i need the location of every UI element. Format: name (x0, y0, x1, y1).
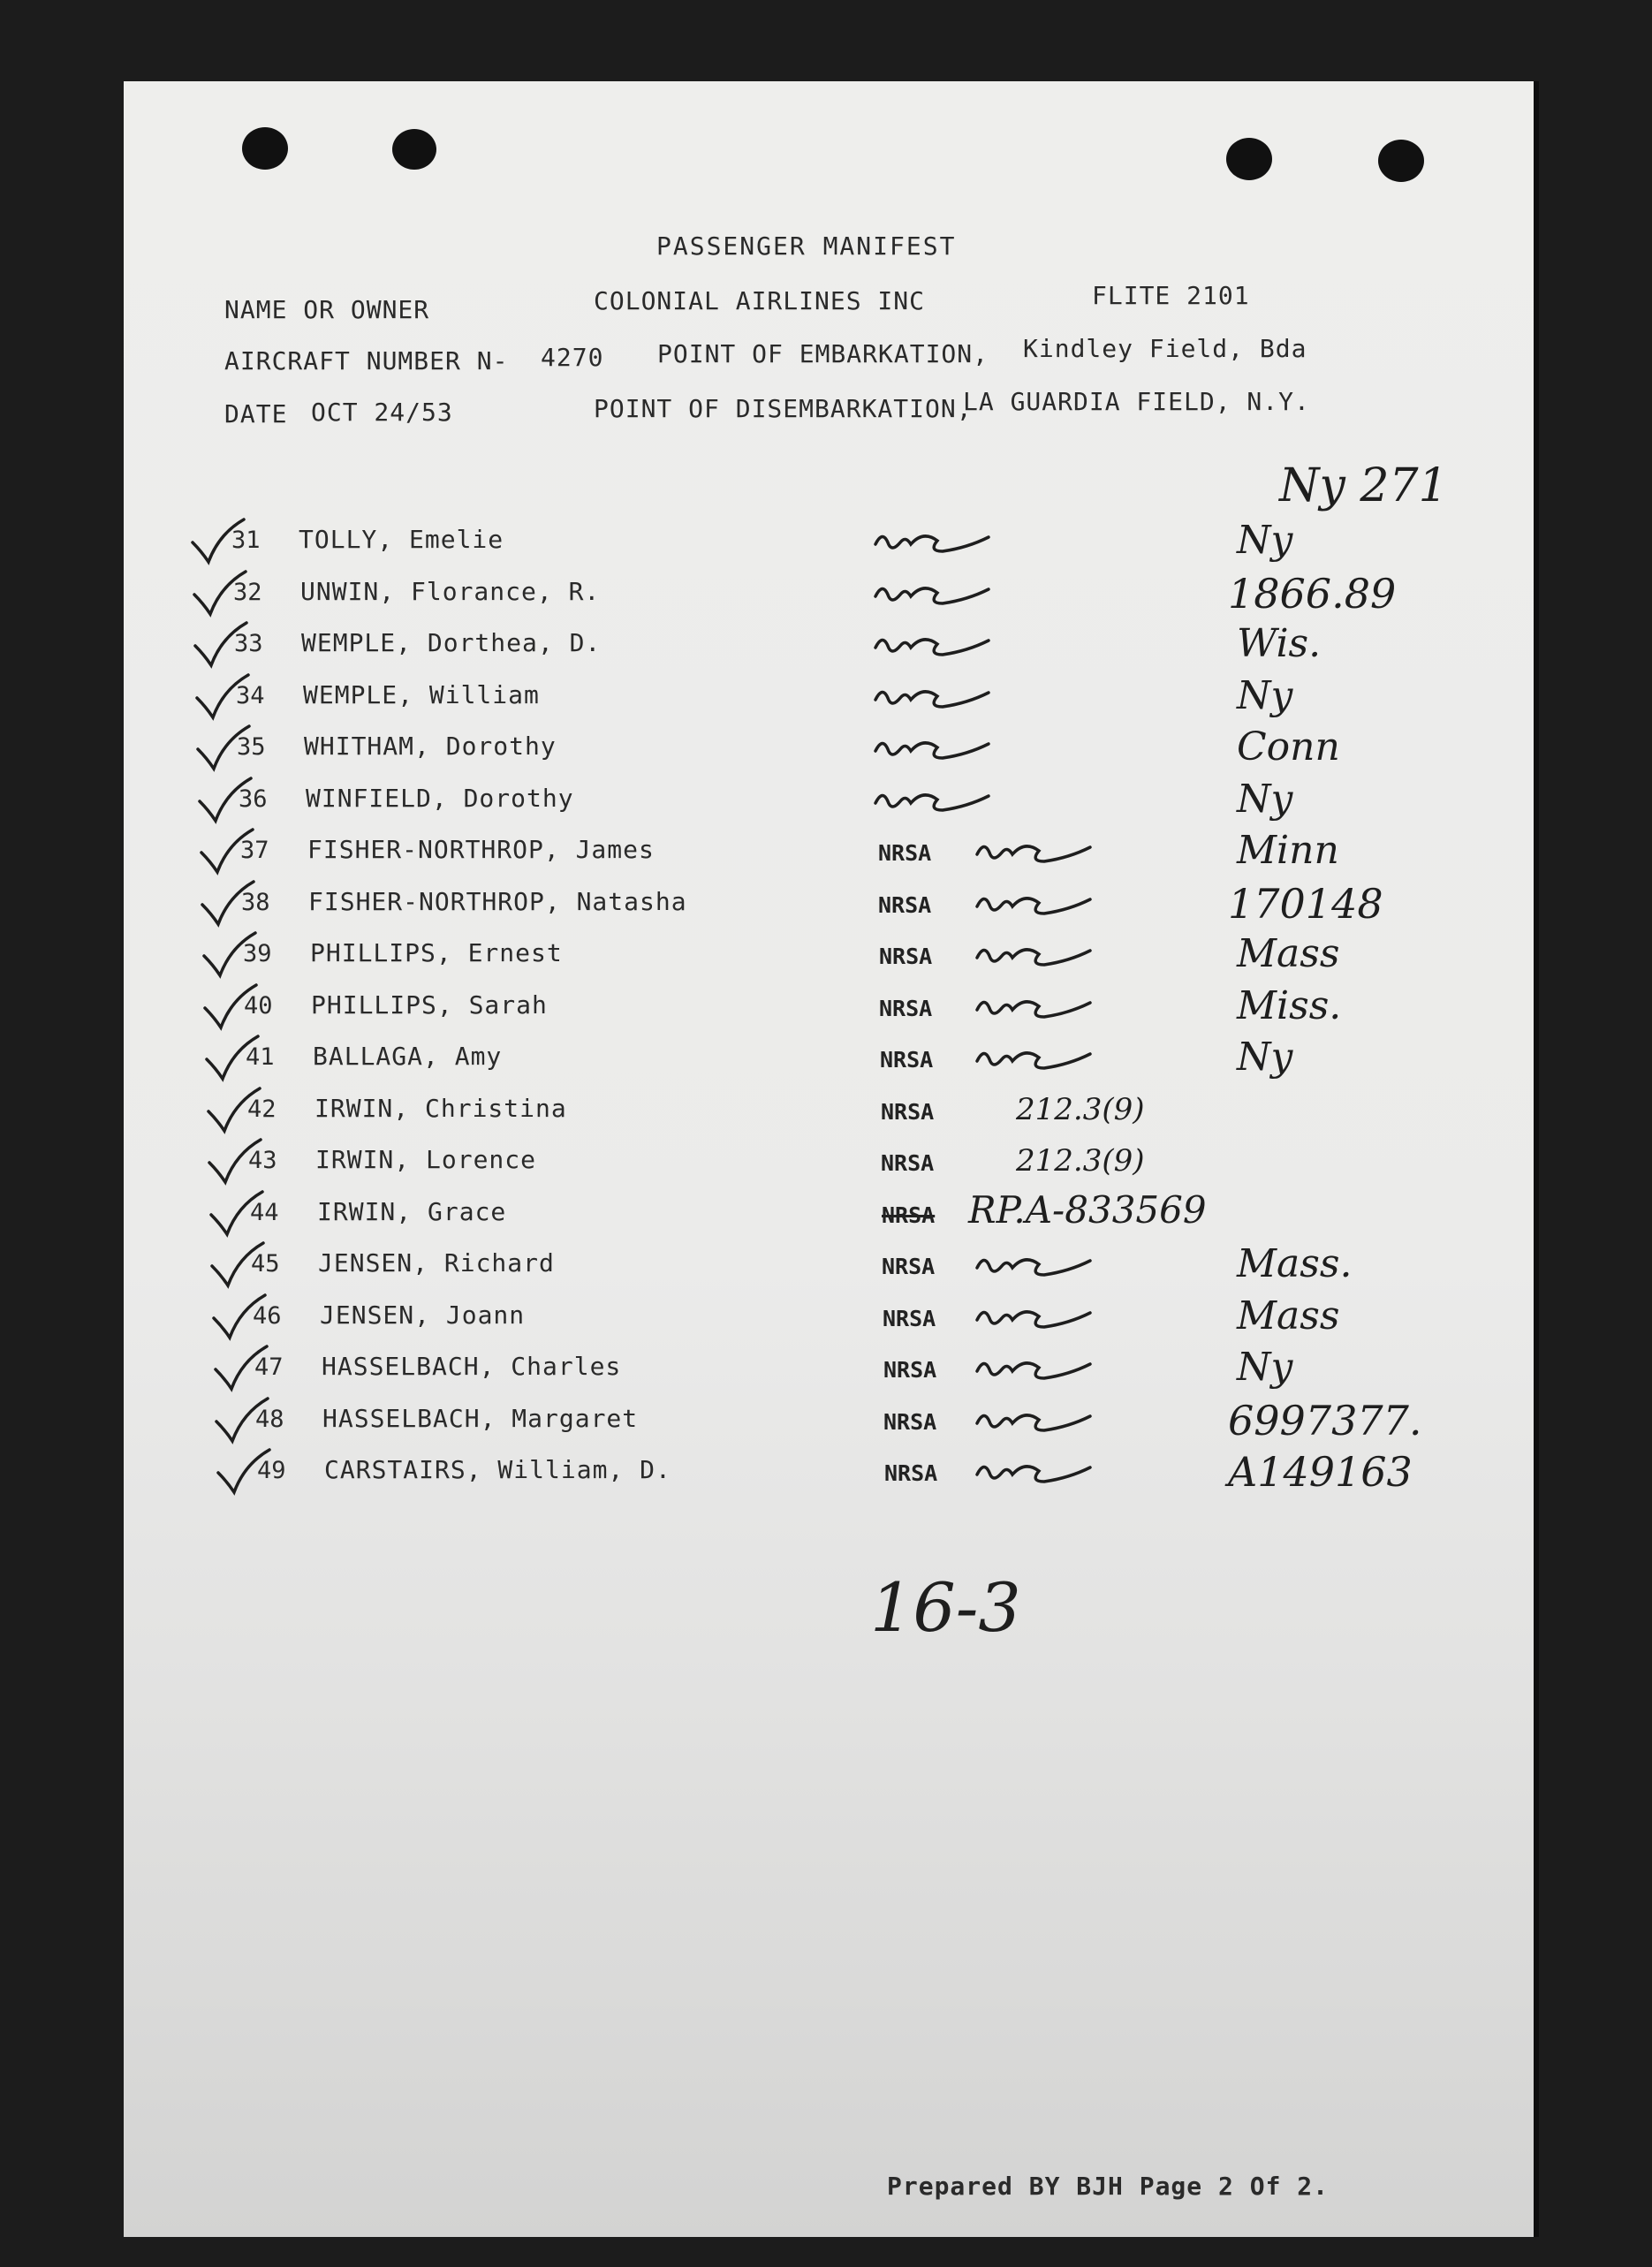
passenger-number: 34 (236, 682, 265, 709)
passenger-name: FISHER-NORTHROP, Natasha (308, 887, 687, 916)
passenger-row (0, 724, 1652, 777)
passenger-number: 48 (255, 1406, 284, 1433)
passenger-name: JENSEN, Richard (318, 1248, 555, 1278)
passenger-row (0, 1141, 1652, 1191)
passenger-row (0, 1241, 1652, 1294)
passenger-number: 32 (233, 579, 262, 606)
passenger-row (0, 1293, 1652, 1346)
passenger-row (0, 777, 1652, 830)
page-title: PASSENGER MANIFEST (656, 231, 957, 261)
handwritten-us-mark (972, 1300, 1104, 1336)
passenger-number: 35 (237, 733, 266, 761)
passenger-status: NRSA (881, 1150, 935, 1176)
handwritten-us-mark (972, 887, 1104, 922)
passenger-status: NRSA (878, 892, 932, 918)
passenger-number: 47 (254, 1353, 284, 1381)
handwritten-us-mark (972, 990, 1104, 1026)
passenger-number: 31 (231, 527, 261, 554)
handwritten-note: Conn (1237, 724, 1340, 770)
passenger-row (0, 1345, 1652, 1398)
passenger-name: TOLLY, Emelie (299, 525, 504, 554)
passenger-name: FISHER-NORTHROP, James (307, 835, 655, 864)
punch-hole (392, 129, 436, 170)
passenger-number: 41 (246, 1043, 275, 1071)
passenger-number: 38 (241, 889, 270, 916)
aircraft-value: 4270 (541, 343, 604, 372)
handwritten-note: Mass. (1237, 1241, 1353, 1286)
passenger-status: NRSA (879, 996, 933, 1021)
disembark-value: LA GUARDIA FIELD, N.Y. (963, 387, 1310, 416)
handwritten-us-mark (870, 628, 1003, 663)
handwritten-us-mark (972, 938, 1104, 974)
date-value: OCT 24/53 (311, 398, 453, 427)
handwritten-note: Ny (1237, 777, 1293, 822)
handwritten-note: Mass (1237, 931, 1340, 976)
passenger-name: WEMPLE, William (303, 680, 540, 709)
passenger-row (0, 1397, 1652, 1450)
margin-note: Ny 271 (1279, 459, 1448, 512)
handwritten-us-mark (972, 1404, 1104, 1439)
passenger-number: 37 (240, 837, 269, 864)
passenger-status: NRSA (883, 1409, 937, 1435)
passenger-row (0, 1090, 1652, 1140)
punch-hole (242, 127, 288, 170)
owner-label: NAME OR OWNER (224, 295, 430, 324)
handwritten-us-mark (972, 1352, 1104, 1387)
passenger-name: HASSELBACH, Charles (322, 1352, 622, 1381)
passenger-name: JENSEN, Joann (320, 1300, 526, 1330)
footer-prepared-by: Prepared BY BJH Page 2 Of 2. (887, 2172, 1330, 2201)
passenger-name: BALLAGA, Amy (313, 1042, 503, 1071)
passenger-status: NRSA (882, 1202, 936, 1228)
passenger-row (0, 518, 1652, 571)
handwritten-note: 1866.89 (1228, 570, 1397, 618)
handwritten-note: Ny (1237, 673, 1293, 718)
handwritten-note: 212.3(9) (1016, 1092, 1145, 1127)
handwritten-us-mark (972, 1248, 1104, 1284)
owner-value: COLONIAL AIRLINES INC (594, 286, 926, 315)
passenger-name: PHILLIPS, Sarah (311, 990, 548, 1020)
passenger-name: WHITHAM, Dorothy (304, 732, 557, 761)
handwritten-note: Minn (1237, 828, 1339, 873)
passenger-row (0, 1188, 1652, 1243)
handwritten-note: 170148 (1228, 880, 1383, 928)
handwritten-us-mark (870, 525, 1003, 560)
passenger-name: CARSTAIRS, William, D. (324, 1455, 671, 1484)
passenger-status: NRSA (881, 1099, 935, 1125)
passenger-number: 49 (257, 1457, 286, 1484)
passenger-name: IRWIN, Lorence (315, 1145, 537, 1174)
embark-value: Kindley Field, Bda (1023, 334, 1307, 363)
passenger-number: 42 (247, 1096, 277, 1123)
handwritten-note: A149163 (1228, 1448, 1413, 1496)
passenger-number: 44 (250, 1199, 279, 1226)
passenger-name: WEMPLE, Dorthea, D. (301, 628, 602, 657)
handwritten-note: RP.A-833569 (968, 1188, 1207, 1232)
passenger-name: IRWIN, Grace (317, 1197, 507, 1226)
handwritten-note: 6997377. (1228, 1397, 1422, 1444)
aircraft-label: AIRCRAFT NUMBER N- (224, 346, 509, 375)
passenger-name: PHILLIPS, Ernest (310, 938, 563, 967)
passenger-row (0, 880, 1652, 933)
punch-hole (1378, 140, 1424, 182)
handwritten-note: Miss. (1237, 983, 1342, 1028)
passenger-number: 43 (248, 1147, 277, 1174)
passenger-number: 40 (244, 992, 273, 1020)
disembark-label: POINT OF DISEMBARKATION, (594, 394, 973, 423)
passenger-row (0, 673, 1652, 726)
handwritten-note: Ny (1237, 1345, 1293, 1390)
passenger-row (0, 1035, 1652, 1088)
handwritten-note: Wis. (1237, 621, 1322, 666)
passenger-name: IRWIN, Christina (314, 1094, 567, 1123)
handwritten-us-mark (870, 577, 1003, 612)
handwritten-note: Mass (1237, 1293, 1340, 1338)
passenger-status: NRSA (883, 1357, 937, 1383)
passenger-name: WINFIELD, Dorothy (306, 784, 574, 813)
passenger-status: NRSA (882, 1254, 936, 1279)
passenger-number: 33 (234, 630, 263, 657)
passenger-number: 46 (253, 1302, 282, 1330)
handwritten-note: Ny (1237, 1035, 1293, 1080)
passenger-status: NRSA (878, 840, 932, 866)
embark-label: POINT OF EMBARKATION, (657, 339, 989, 368)
passenger-status: NRSA (884, 1460, 938, 1486)
handwritten-us-mark (870, 732, 1003, 767)
passenger-number: 36 (239, 785, 268, 813)
passenger-status: NRSA (880, 1047, 934, 1073)
date-label: DATE (224, 399, 288, 428)
handwritten-us-mark (972, 1455, 1104, 1490)
handwritten-us-mark (870, 784, 1003, 819)
passenger-number: 45 (251, 1250, 280, 1278)
passenger-row (0, 828, 1652, 881)
handwritten-note: Ny (1237, 518, 1293, 563)
tally-note: 16-3 (870, 1568, 1021, 1647)
passenger-name: UNWIN, Florance, R. (300, 577, 601, 606)
passenger-row (0, 931, 1652, 984)
flight-number: FLITE 2101 (1092, 281, 1250, 310)
handwritten-note: 212.3(9) (1016, 1143, 1145, 1179)
passenger-number: 39 (243, 940, 272, 967)
passenger-row (0, 621, 1652, 674)
handwritten-us-mark (870, 680, 1003, 716)
passenger-status: NRSA (879, 944, 933, 969)
passenger-name: HASSELBACH, Margaret (322, 1404, 639, 1433)
passenger-status: NRSA (883, 1306, 936, 1331)
passenger-row (0, 983, 1652, 1036)
passenger-row (0, 1448, 1652, 1501)
punch-hole (1226, 138, 1272, 180)
passenger-row (0, 570, 1652, 623)
handwritten-us-mark (972, 835, 1104, 870)
handwritten-us-mark (972, 1042, 1104, 1077)
